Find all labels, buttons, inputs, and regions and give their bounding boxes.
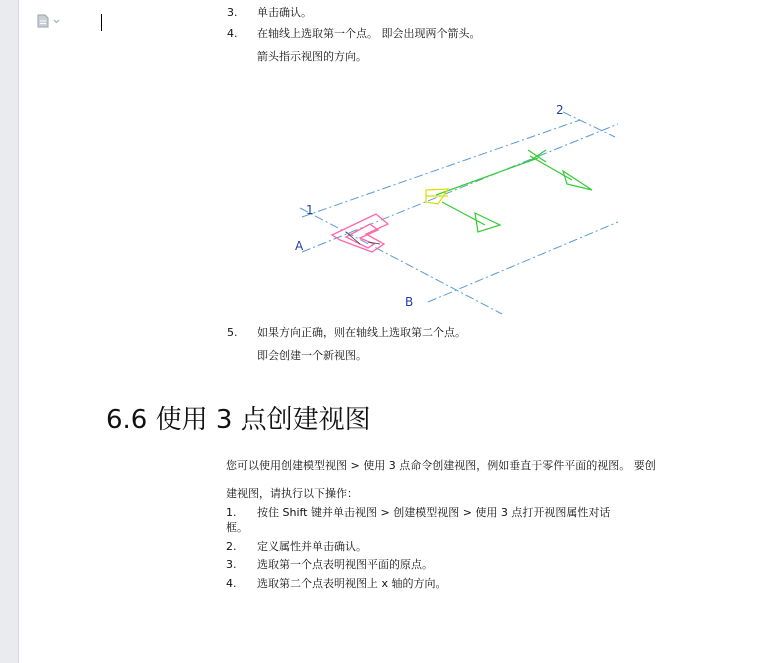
step-text: 按住 Shift 键并单击视图 > 创建模型视图 > 使用 3 点打开视图属性对话 [257, 506, 611, 519]
step-text: 定义属性并单击确认。 [257, 540, 367, 553]
intro-line: 建视图，请执行以下操作： [226, 487, 358, 500]
step-number: 2. [226, 540, 237, 553]
grid-line-a [300, 208, 502, 314]
step-number: 4. [226, 577, 237, 590]
step-continuation: 即会创建一个新视图。 [257, 349, 367, 362]
grid-line-v [563, 112, 615, 137]
step-text: 在轴线上选取第一个点。 即会出现两个箭头。 [257, 27, 481, 40]
grid-label-1: 1 [306, 203, 314, 217]
step-text: 选取第二个点表明视图上 x 轴的方向。 [257, 577, 447, 590]
step-text: 如果方向正确，则在轴线上选取第二个点。 [257, 326, 466, 339]
step-text: 框。 [226, 521, 248, 534]
left-gutter [0, 0, 19, 663]
text-cursor [101, 14, 102, 31]
step-text: 选取第一个点表明视图平面的原点。 [257, 558, 433, 571]
grid-line-1 [302, 120, 580, 217]
step-continuation: 箭头指示视图的方向。 [257, 50, 367, 63]
step-number: 4. [227, 27, 238, 40]
section-heading: 6.6 使用 3 点创建视图 [106, 405, 371, 435]
step-number: 3. [226, 558, 237, 571]
intro-line: 您可以使用创建模型视图 > 使用 3 点命令创建视图，例如垂直于零件平面的视图。 要创 [226, 459, 656, 472]
step-number: 1. [226, 506, 237, 519]
grid-label-a: A [295, 239, 304, 253]
step-text: 单击确认。 [257, 6, 312, 19]
step-number: 5. [227, 326, 238, 339]
grid-label-2: 2 [556, 103, 564, 117]
step-number: 3. [227, 6, 238, 19]
grid-line-2 [302, 124, 618, 252]
document-icon[interactable] [37, 14, 55, 28]
grid-label-b: B [405, 295, 414, 309]
axis-arrows-diagram [280, 92, 625, 317]
